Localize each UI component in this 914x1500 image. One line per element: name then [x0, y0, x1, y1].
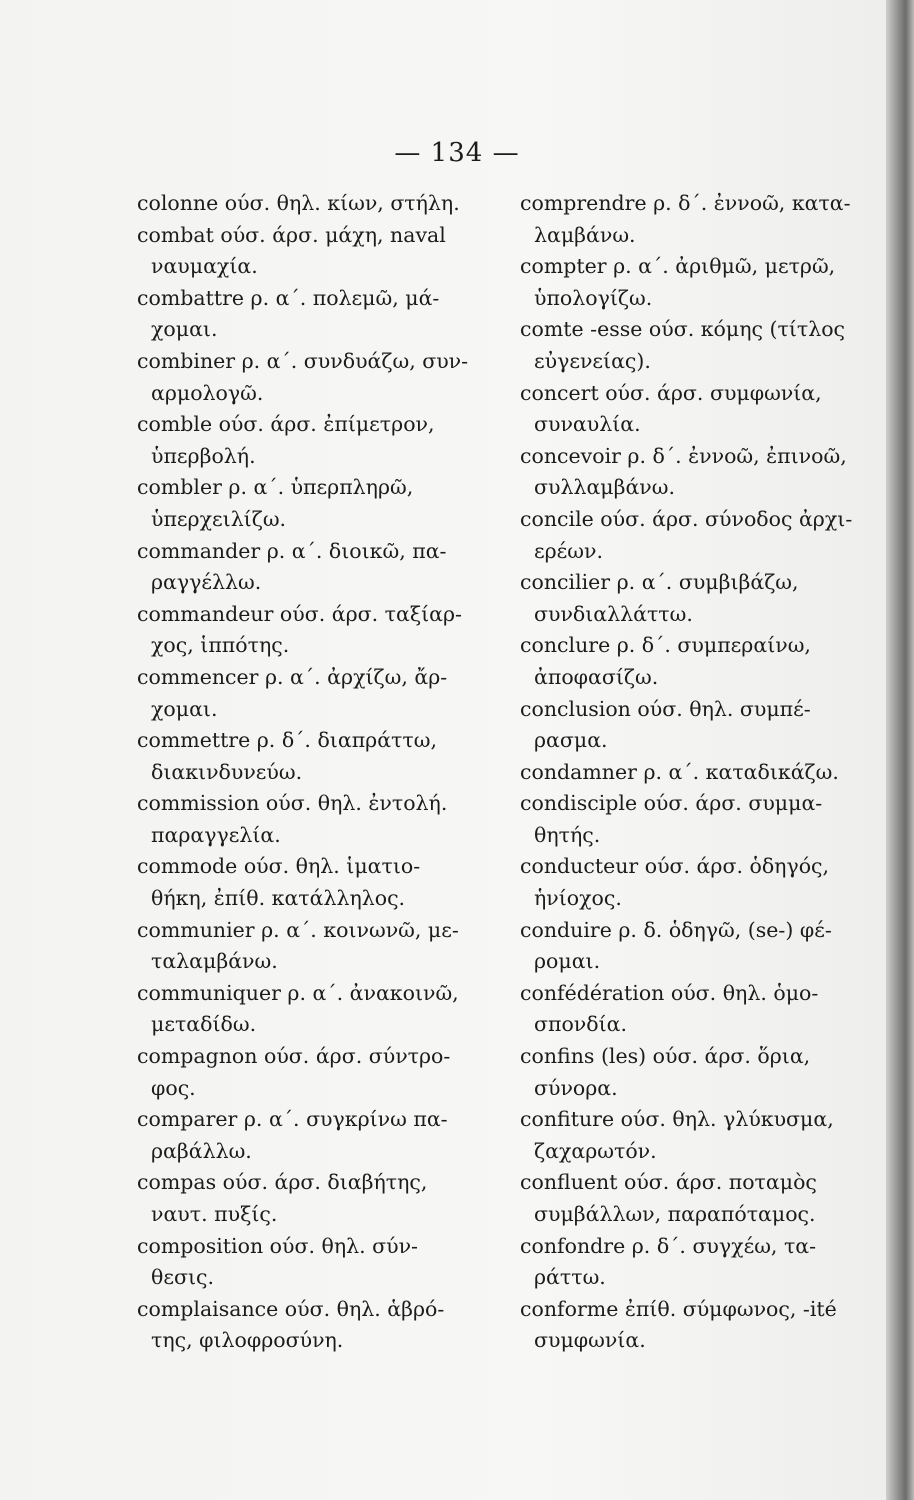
entry-headline: confondre ρ. δ΄. συγχέω, τα-: [520, 1233, 817, 1258]
dictionary-entry: [137, 599, 497, 662]
entry-continuation: ρασμα.: [534, 728, 608, 753]
entry-continuation: συμφωνία.: [534, 1328, 646, 1353]
dictionary-entry: [137, 220, 497, 283]
entry-continuation: θεσις.: [151, 1265, 214, 1290]
dictionary-entry: [520, 851, 880, 914]
entry-headline: combler ρ. α΄. ὑπερπληρῶ,: [137, 475, 414, 500]
dictionary-entry: [137, 1231, 497, 1294]
entry-headline: conducteur ούσ. άρσ. ὁδηγός,: [520, 854, 830, 879]
dictionary-entry: [137, 472, 497, 535]
entry-headline: conclusion ούσ. θηλ. συμπέ-: [520, 696, 811, 721]
dictionary-entry: [137, 788, 497, 851]
entry-headline: conforme ἐπίθ. σύμφωνος, -ité: [520, 1296, 837, 1321]
entry-continuation: ὑπερχειλίζω.: [151, 506, 287, 531]
entry-continuation: χος, ἱππότης.: [151, 633, 290, 658]
entry-headline: comprendre ρ. δ΄. ἐννοῶ, κατα-: [520, 191, 851, 215]
entry-headline: concevoir ρ. δ΄. ἐννοῶ, ἐπινοῶ,: [520, 443, 847, 468]
entry-headline: composition ούσ. θηλ. σύν-: [137, 1233, 418, 1258]
entry-headline: comparer ρ. α΄. συγκρίνω πα-: [137, 1107, 448, 1132]
entry-headline: communiquer ρ. α΄. ἀνακοινῶ,: [137, 980, 459, 1005]
entry-headline: compter ρ. α΄. ἀριθμῶ, μετρῶ,: [520, 254, 836, 279]
entry-continuation: ράττω.: [534, 1265, 606, 1290]
entry-continuation: ερέων.: [534, 538, 603, 563]
dictionary-entry: [520, 978, 880, 1041]
entry-headline: comble ούσ. άρσ. ἐπίμετρον,: [137, 412, 435, 437]
entry-continuation: διακινδυνεύω.: [151, 759, 303, 784]
dictionary-entry: [520, 504, 880, 567]
entry-headline: combat ούσ. άρσ. μάχη, naval: [137, 222, 446, 247]
page-edge-shadow: [886, 0, 914, 1500]
entry-headline: concilier ρ. α΄. συμβιβάζω,: [520, 570, 799, 595]
entry-continuation: μεταδίδω.: [151, 1012, 257, 1037]
entry-continuation: ναυμαχία.: [151, 254, 258, 279]
entry-headline: concert ούσ. άρσ. συμφωνία,: [520, 380, 822, 405]
dictionary-entry: [520, 1041, 880, 1104]
entry-headline: combiner ρ. α΄. συνδυάζω, συν-: [137, 348, 469, 373]
entry-headline: combattre ρ. α΄. πολεμῶ, μά-: [137, 285, 440, 310]
dictionary-entry: [520, 630, 880, 693]
page-number: — 134 —: [394, 138, 520, 168]
dictionary-entry: [137, 851, 497, 914]
dictionary-entry: [137, 1167, 497, 1230]
dictionary-entry: [137, 188, 497, 220]
right-column: [520, 188, 880, 1357]
dictionary-entry: [520, 788, 880, 851]
entry-headline: condamner ρ. α΄. καταδικάζω.: [520, 759, 839, 784]
dictionary-entry: [520, 1294, 880, 1357]
entry-headline: communier ρ. α΄. κοινωνῶ, με-: [137, 917, 459, 942]
left-column: [137, 188, 497, 1357]
dictionary-entry: [137, 536, 497, 599]
dictionary-entry: [520, 915, 880, 978]
entry-headline: commettre ρ. δ΄. διαπράττω,: [137, 728, 437, 753]
dictionary-entry: [520, 188, 880, 251]
entry-continuation: ραγγέλλω.: [151, 570, 262, 595]
entry-continuation: ἀποφασίζω.: [534, 664, 659, 689]
entry-headline: conduire ρ. δ. ὁδηγῶ, (se-) φέ-: [520, 917, 832, 942]
dictionary-entry: [137, 1041, 497, 1104]
dictionary-entry: [137, 915, 497, 978]
dictionary-entry: [137, 1294, 497, 1357]
entry-continuation: ραβάλλω.: [151, 1138, 252, 1163]
dictionary-entry: [137, 1104, 497, 1167]
entry-continuation: χομαι.: [151, 317, 218, 342]
dictionary-entry: [520, 1104, 880, 1167]
entry-headline: commencer ρ. α΄. ἀρχίζω, ἄρ-: [137, 664, 448, 689]
entry-continuation: σπονδία.: [534, 1012, 628, 1037]
entry-continuation: συμβάλλων, παραπόταμος.: [534, 1202, 816, 1226]
entry-continuation: σύνορα.: [534, 1075, 618, 1100]
dictionary-entry: [520, 441, 880, 504]
entry-headline: complaisance ούσ. θηλ. ἁβρό-: [137, 1296, 445, 1321]
dictionary-entry: [520, 694, 880, 757]
entry-continuation: φος.: [151, 1075, 196, 1100]
entry-headline: conclure ρ. δ΄. συμπεραίνω,: [520, 633, 811, 658]
dictionary-entry: [137, 662, 497, 725]
entry-continuation: θητής.: [534, 822, 601, 847]
dictionary-entry: [137, 978, 497, 1041]
entry-continuation: χομαι.: [151, 696, 218, 721]
dictionary-entry: [520, 1167, 880, 1230]
dictionary-entry: [520, 757, 880, 789]
entry-continuation: ὑπολογίζω.: [534, 285, 653, 310]
entry-headline: confins (les) ούσ. άρσ. ὅρια,: [520, 1044, 811, 1069]
entry-headline: confédération ούσ. θηλ. ὁμο-: [520, 980, 819, 1005]
entry-continuation: ζαχαρωτόν.: [534, 1138, 657, 1163]
entry-headline: commission ούσ. θηλ. ἐντολή.: [137, 791, 448, 816]
entry-headline: commandeur ούσ. άρσ. ταξίαρ-: [137, 601, 462, 626]
entry-continuation: λαμβάνω.: [534, 222, 636, 247]
dictionary-entry: [137, 409, 497, 472]
entry-headline: colonne ούσ. θηλ. κίων, στήλη.: [137, 191, 460, 215]
entry-continuation: παραγγελία.: [151, 822, 281, 847]
entry-headline: compas ούσ. άρσ. διαβήτης,: [137, 1170, 428, 1195]
entry-headline: commode ούσ. θηλ. ἱματιο-: [137, 854, 421, 879]
entry-headline: condisciple ούσ. άρσ. συμμα-: [520, 791, 823, 816]
entry-continuation: συλλαμβάνω.: [534, 475, 675, 500]
entry-headline: comte -esse ούσ. κόμης (τίτλος: [520, 317, 846, 342]
entry-headline: confiture ούσ. θηλ. γλύκυσμα,: [520, 1107, 834, 1132]
entry-continuation: συνδιαλλάττω.: [534, 601, 693, 626]
entry-continuation: ὑπερβολή.: [151, 443, 256, 468]
entry-continuation: αρμολογῶ.: [151, 380, 264, 405]
dictionary-entry: [520, 567, 880, 630]
entry-headline: commander ρ. α΄. διοικῶ, πα-: [137, 538, 447, 563]
dictionary-entry: [520, 251, 880, 314]
entry-continuation: θήκη, ἐπίθ. κατάλληλος.: [151, 886, 406, 911]
entry-continuation: ναυτ. πυξίς.: [151, 1202, 278, 1226]
entry-continuation: ἡνίοχος.: [534, 886, 622, 911]
entry-headline: compagnon ούσ. άρσ. σύντρο-: [137, 1044, 451, 1069]
dictionary-entry: [137, 283, 497, 346]
dictionary-entry: [520, 314, 880, 377]
entry-continuation: ταλαμβάνω.: [151, 949, 278, 974]
entry-headline: concile ούσ. άρσ. σύνοδος ἀρχι-: [520, 506, 853, 531]
dictionary-entry: [137, 725, 497, 788]
entry-continuation: συναυλία.: [534, 412, 641, 437]
dictionary-entry: [520, 378, 880, 441]
dictionary-entry: [520, 1231, 880, 1294]
entry-headline: confluent ούσ. άρσ. ποταμὸς: [520, 1170, 817, 1195]
entry-continuation: της, φιλοφροσύνη.: [151, 1328, 344, 1353]
entry-continuation: ρομαι.: [534, 949, 601, 974]
dictionary-entry: [137, 346, 497, 409]
entry-continuation: εὐγενείας).: [534, 348, 651, 373]
